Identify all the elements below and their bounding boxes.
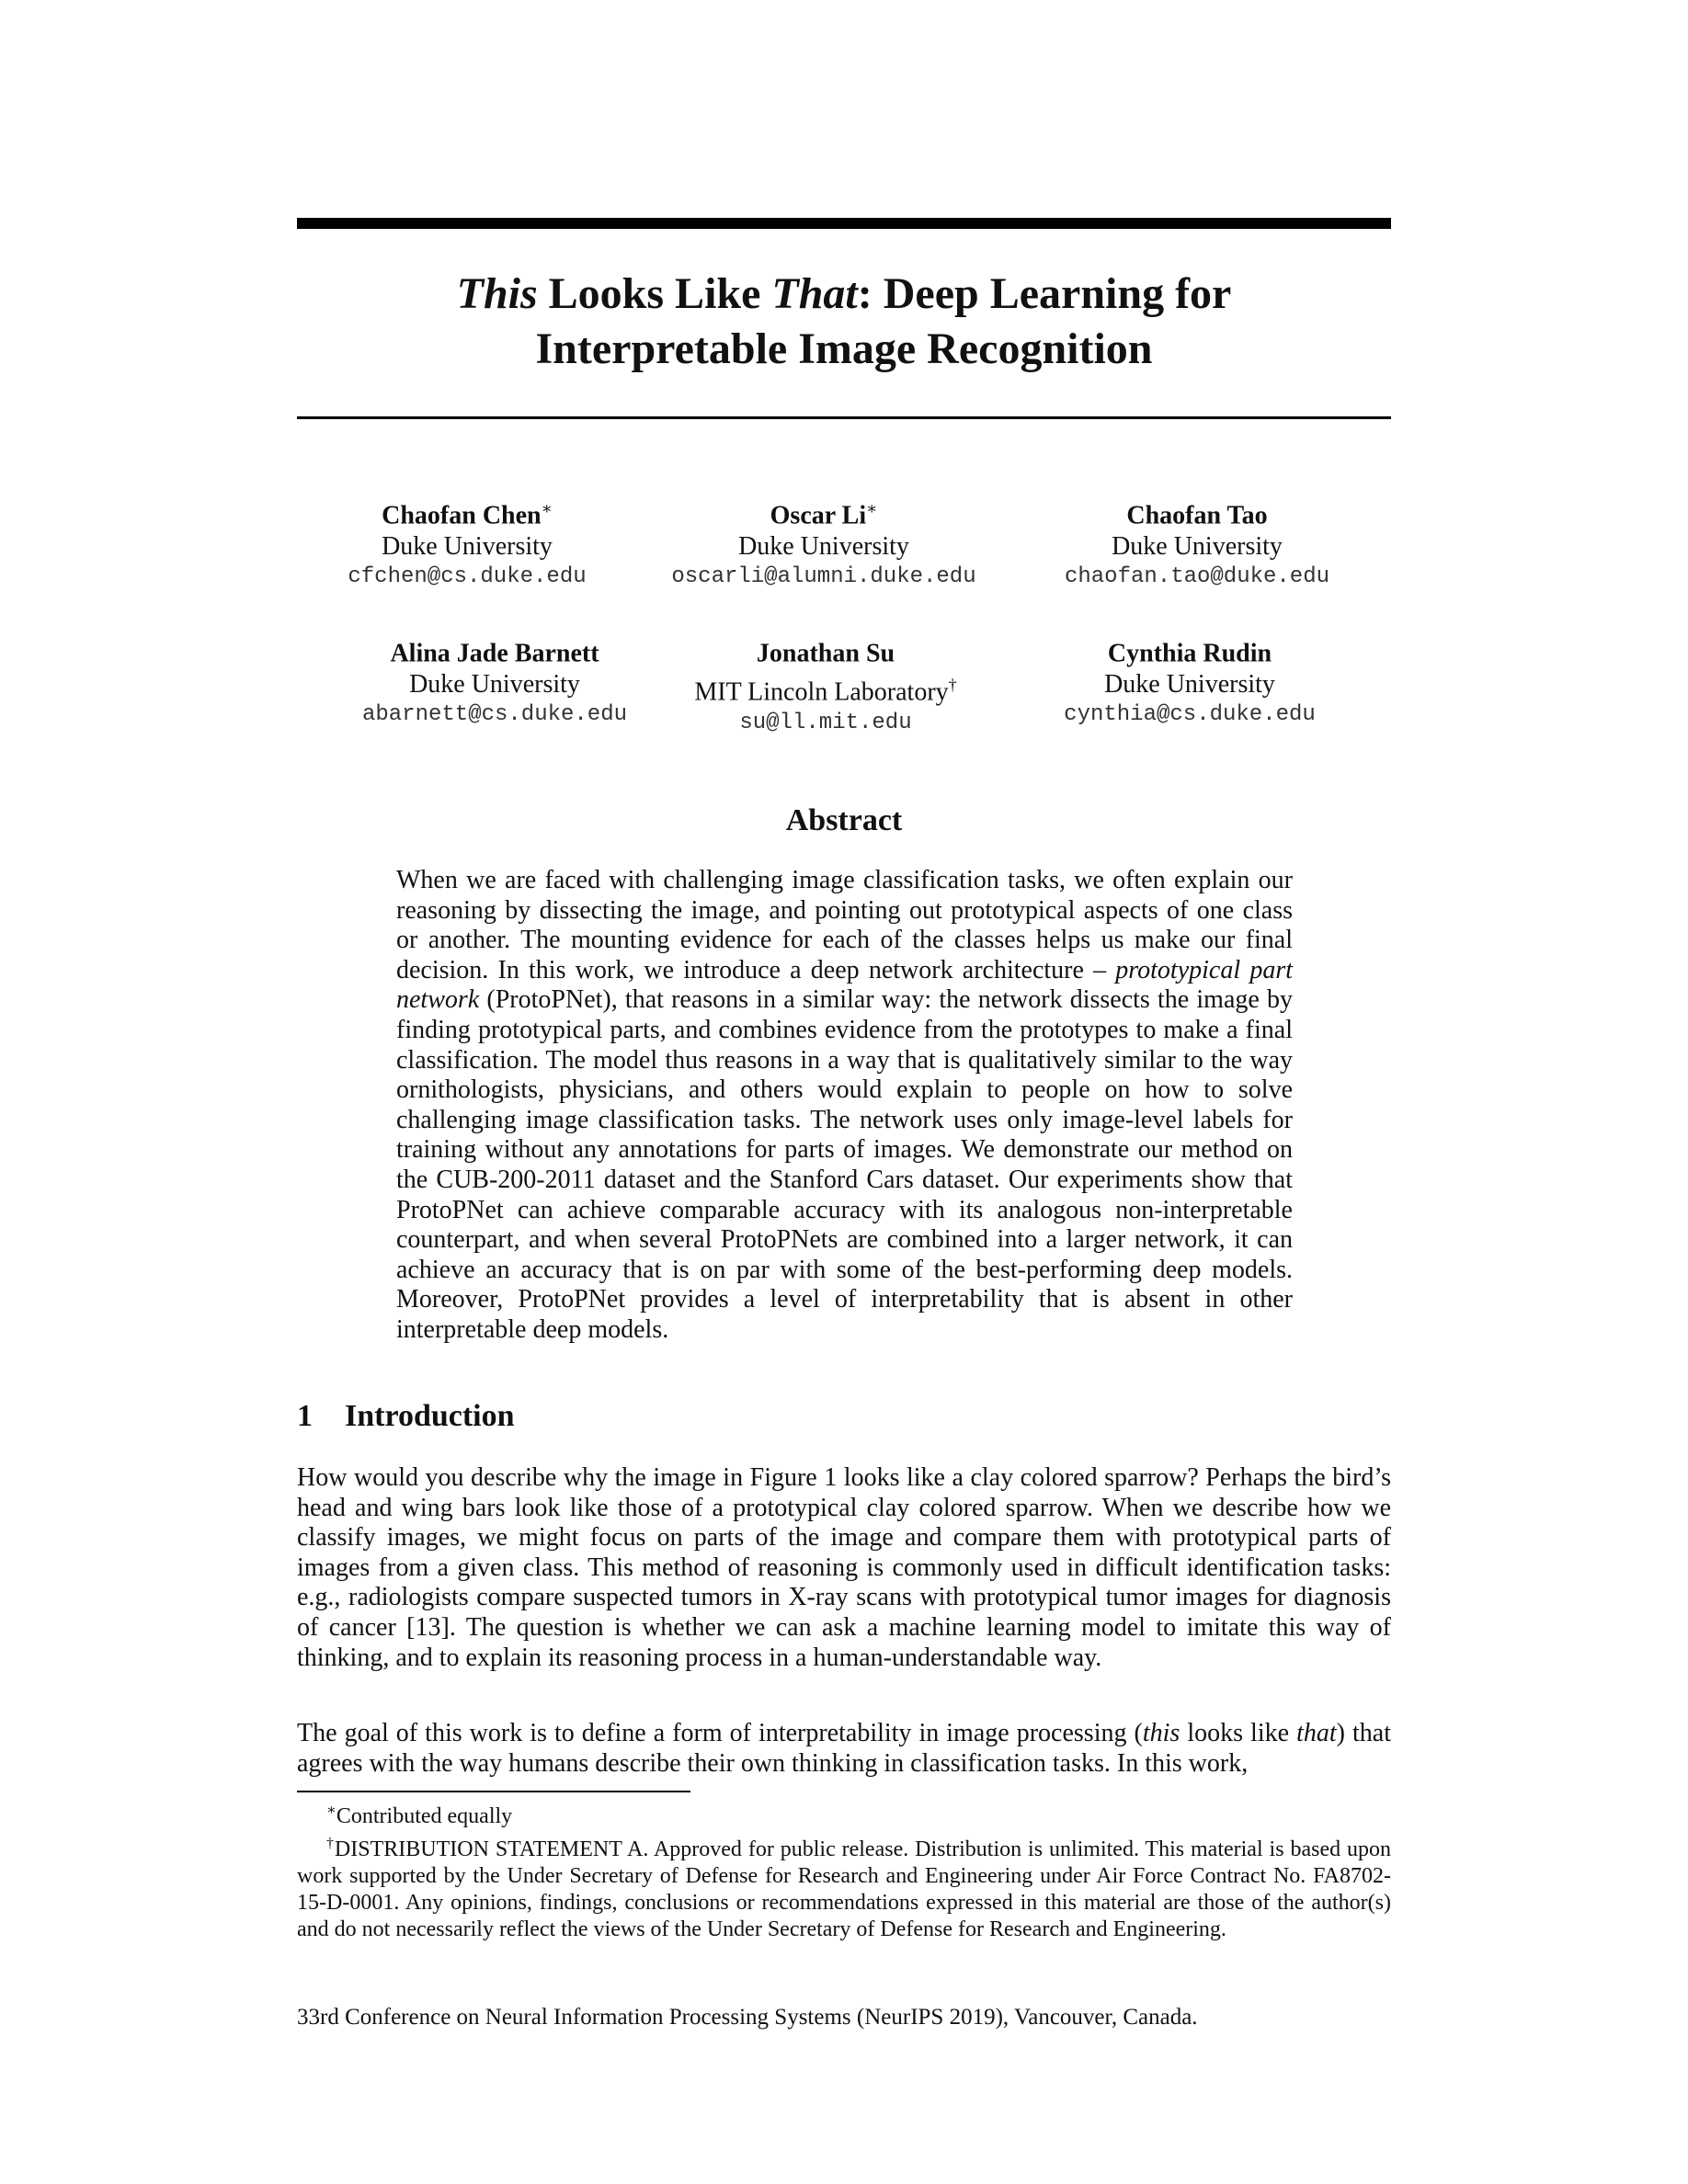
title-emphasis-that: That xyxy=(771,269,858,318)
author-affiliation: Duke University xyxy=(1104,670,1275,700)
author-affiliation: Duke University xyxy=(409,670,580,700)
author-email[interactable]: su@ll.mit.edu xyxy=(739,710,912,735)
footnote-rule xyxy=(297,1791,690,1792)
author-email[interactable]: oscarli@alumni.duke.edu xyxy=(671,564,976,590)
title-line-2: Interpretable Image Recognition xyxy=(535,324,1153,373)
paper-title xyxy=(297,267,1391,377)
author-name: Cynthia Rudin xyxy=(1107,639,1272,668)
author-block xyxy=(997,631,1383,730)
intro-paragraph-2: The goal of this work is to define a form of interpretability in image processing (this looks like that) that agrees with the way humans describe their own thinking in classification tasks. In this work, xyxy=(297,1719,1392,1778)
author-affiliation: MIT Lincoln Laboratory† xyxy=(694,676,957,707)
title-text: : Deep Learning for xyxy=(857,269,1232,318)
author-email[interactable]: cynthia@cs.duke.edu xyxy=(1064,702,1316,728)
venue-footer: 33rd Conference on Neural Information Processing Systems (NeurIPS 2019), Vancouver, Canada. xyxy=(297,2005,1198,2030)
author-affiliation: Duke University xyxy=(1112,532,1283,562)
abstract-heading: Abstract xyxy=(785,803,903,837)
intro-paragraph-1: How would you describe why the image in Figure 1 looks like a clay colored sparrow? Perhaps the bird’s head and wing bars look like those of a prototypical clay colored sparrow. When we describe how we classify images, we might focus on parts of the image and compare them with prototypical parts of images from a given class. This method of reasoning is commonly used in difficult identification tasks: e.g., radiologists compare suspected tumors in X-ray scans with prototypical tumor images for diagnosis of cancer [13]. The question is whether we can ask a machine learning model to imitate this way of thinking, and to explain its reasoning process in a human-understandable way. xyxy=(297,1463,1391,1672)
title-top-rule xyxy=(297,218,1391,229)
abstract-emphasis: prototypical part network xyxy=(396,955,1293,1015)
author-block xyxy=(274,493,660,592)
author-name: Chaofan Tao xyxy=(1126,501,1268,530)
footnote-contributed-equally: ∗Contributed equally xyxy=(326,1803,513,1828)
author-block xyxy=(633,631,1019,738)
title-text: Looks Like xyxy=(537,269,772,318)
author-name: Jonathan Su xyxy=(756,639,895,668)
author-name: Chaofan Chen∗ xyxy=(382,499,553,530)
author-block xyxy=(1004,493,1390,592)
author-block xyxy=(302,631,688,730)
author-affiliation: Duke University xyxy=(738,532,909,562)
footnotes xyxy=(297,1797,1391,1943)
footnote-distribution-statement: †DISTRIBUTION STATEMENT A. Approved for public release. Distribution is unlimited. This material is based upon work supported by the Under Secretary of Defense for Research and Engineering under Air Force Contract No. FA8702-15-D-0001. Any opinions, findings, conclusions or recommendations expressed in this material are those of the author(s) and do not necessarily reflect the views of the Under Secretary of Defense for Research and Engineering. xyxy=(297,1836,1392,1941)
title-emphasis-this: This xyxy=(456,269,538,318)
author-block xyxy=(631,493,1017,592)
author-email[interactable]: cfchen@cs.duke.edu xyxy=(348,564,587,590)
section-number: 1 xyxy=(297,1399,313,1433)
author-email[interactable]: chaofan.tao@duke.edu xyxy=(1064,564,1330,590)
author-affiliation: Duke University xyxy=(382,532,553,562)
author-name: Alina Jade Barnett xyxy=(390,639,599,668)
abstract-text: When we are faced with challenging image classification tasks, we often explain our reasoning by dissecting the image, and pointing out prototypical aspects of one class or another. The mounting evidence for each of the classes helps us make our final decision. In this work, we introduce a deep network architecture – prototypical part network (ProtoPNet), that reasons in a similar way: the network dissects the image by finding prototypical parts, and combines evidence from the prototypes to make a final classification. The model thus reasons in a way that is qualitatively similar to the way ornithologists, physicians, and others would explain to people on how to solve challenging image classification tasks. The network uses only image-level labels for training without any annotations for parts of images. We demonstrate our method on the CUB-200-2011 dataset and the Stanford Cars dataset. Our experiments show that ProtoPNet can achieve comparable accuracy with its analogous non-interpretable counterpart, and when several ProtoPNets are combined into a larger network, it can achieve an accuracy that is on par with some of the best-performing deep models. Moreover, ProtoPNet provides a level of interpretability that is absent in other interpretable deep models. xyxy=(396,866,1293,1344)
section-heading-introduction xyxy=(297,1397,515,1436)
author-name: Oscar Li∗ xyxy=(770,499,878,530)
title-bottom-rule xyxy=(297,416,1391,419)
section-title: Introduction xyxy=(345,1399,515,1433)
author-email[interactable]: abarnett@cs.duke.edu xyxy=(361,702,628,728)
title-line-1 xyxy=(297,267,1391,322)
